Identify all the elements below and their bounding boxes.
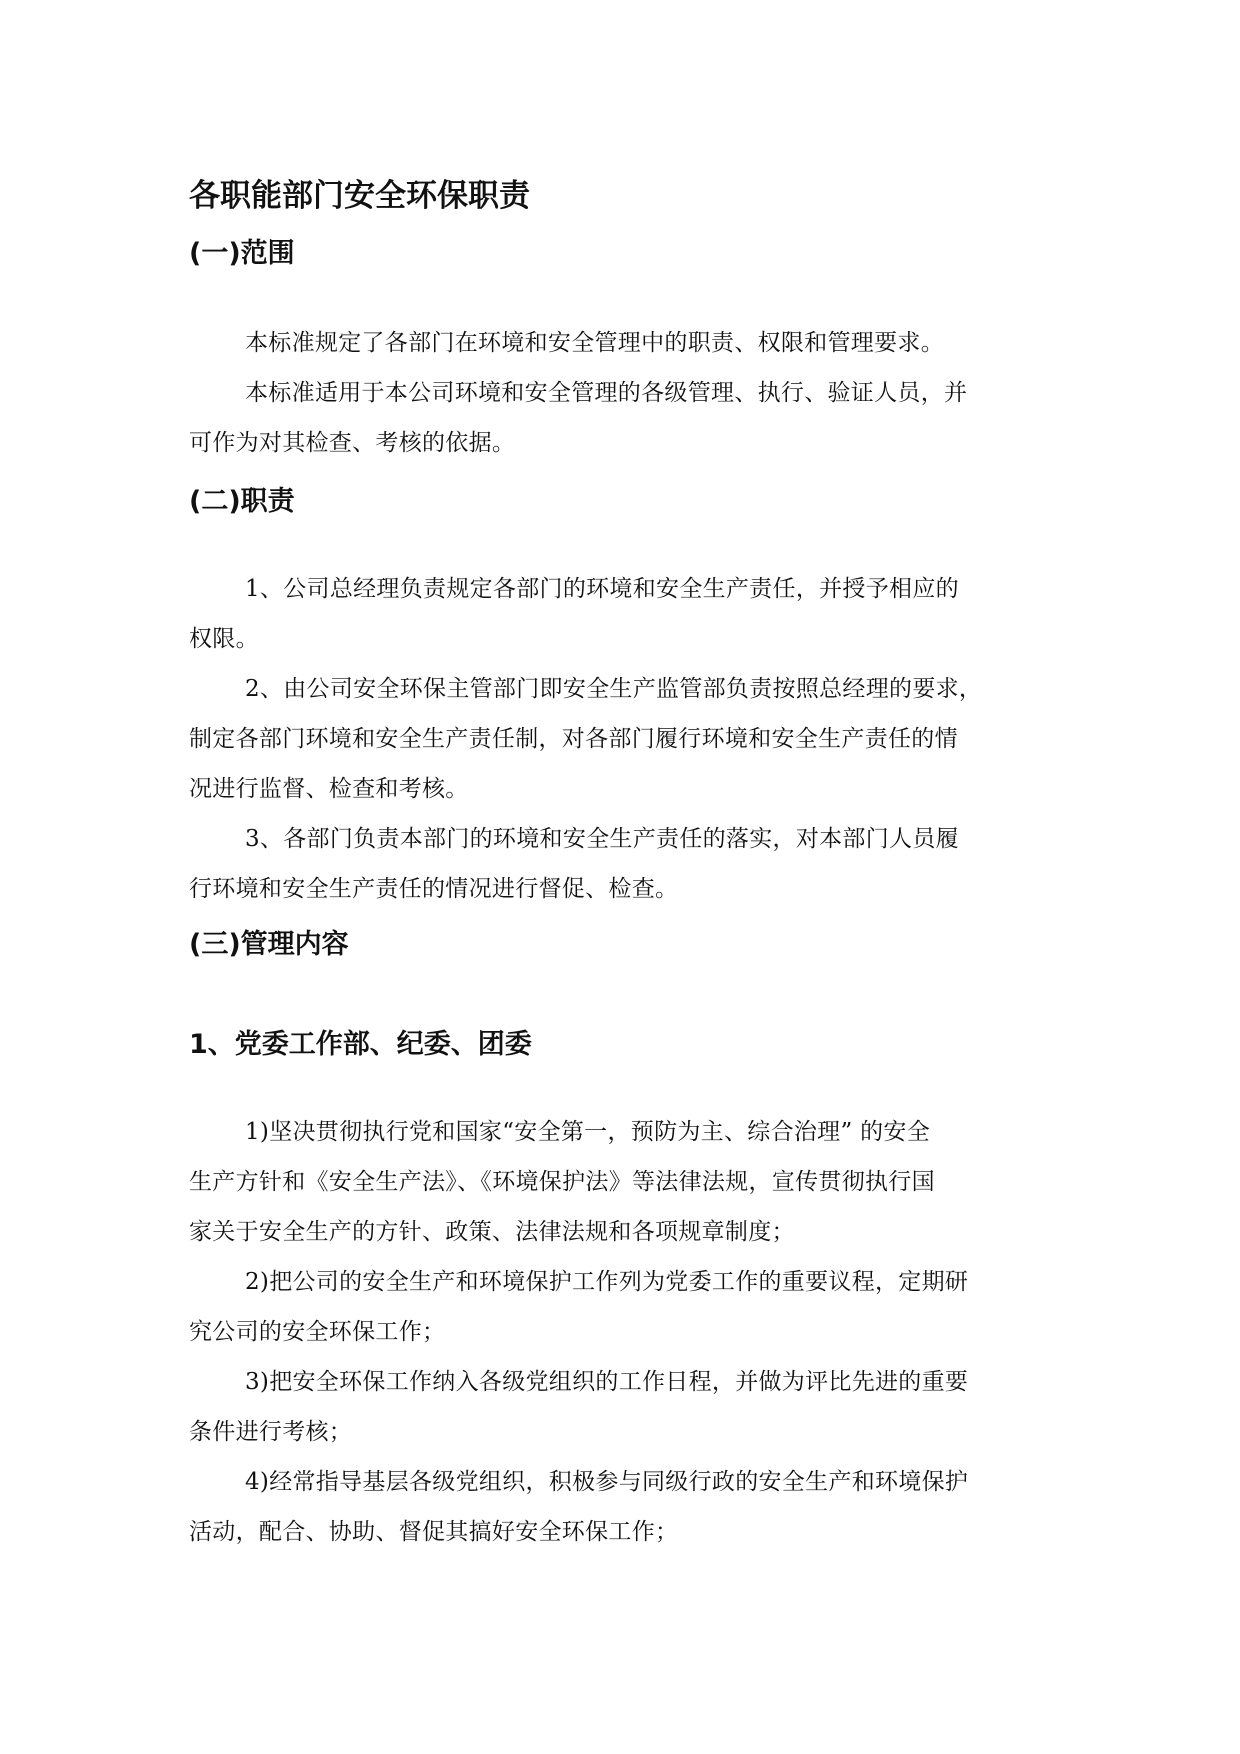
paragraph-line: 2)把公司的安全生产和环境保护工作列为党委工作的重要议程，定期研: [245, 1269, 969, 1295]
paragraph-line: 4)经常指导基层各级党组织，积极参与同级行政的安全生产和环境保护: [245, 1469, 969, 1495]
section-heading-scope: (一)范围: [189, 238, 295, 269]
paragraph-line: 活动，配合、协助、督促其搞好安全环保工作；: [189, 1519, 679, 1545]
paragraph-line: 1)坚决贯彻执行党和国家“安全第一，预防为主、综合治理” 的安全: [245, 1119, 931, 1145]
paragraph-line: 本标准规定了各部门在环境和安全管理中的职责、权限和管理要求。: [245, 330, 944, 356]
paragraph-line: 可作为对其检查、考核的依据。: [189, 430, 516, 456]
document-title: 各职能部门安全环保职责: [189, 178, 530, 214]
subsection-heading-party: 1、党委工作部、纪委、团委: [189, 1029, 532, 1060]
paragraph-line: 家关于安全生产的方针、政策、法律法规和各项规章制度；: [189, 1219, 795, 1245]
paragraph-line: 行环境和安全生产责任的情况进行督促、检查。: [189, 876, 679, 902]
paragraph-line: 权限。: [189, 626, 259, 652]
paragraph-line: 制定各部门环境和安全生产责任制，对各部门履行环境和安全生产责任的情: [189, 726, 958, 752]
paragraph-line: 况进行监督、检查和考核。: [189, 776, 469, 802]
paragraph-line: 1、公司总经理负责规定各部门的环境和安全生产责任，并授予相应的: [245, 576, 959, 602]
section-heading-management: (三)管理内容: [189, 929, 349, 960]
paragraph-line: 3)把安全环保工作纳入各级党组织的工作日程，并做为评比先进的重要: [245, 1369, 969, 1395]
section-heading-duties: (二)职责: [189, 486, 295, 517]
paragraph-line: 条件进行考核；: [189, 1419, 353, 1445]
paragraph-line: 2、由公司安全环保主管部门即安全生产监管部负责按照总经理的要求，: [245, 676, 983, 702]
paragraph-line: 3、各部门负责本部门的环境和安全生产责任的落实，对本部门人员履: [245, 826, 959, 852]
paragraph-line: 生产方针和《安全生产法》、《环境保护法》等法律法规，宣传贯彻执行国: [189, 1169, 935, 1195]
paragraph-line: 究公司的安全环保工作；: [189, 1319, 446, 1345]
paragraph-line: 本标准适用于本公司环境和安全管理的各级管理、执行、验证人员，并: [245, 380, 968, 406]
